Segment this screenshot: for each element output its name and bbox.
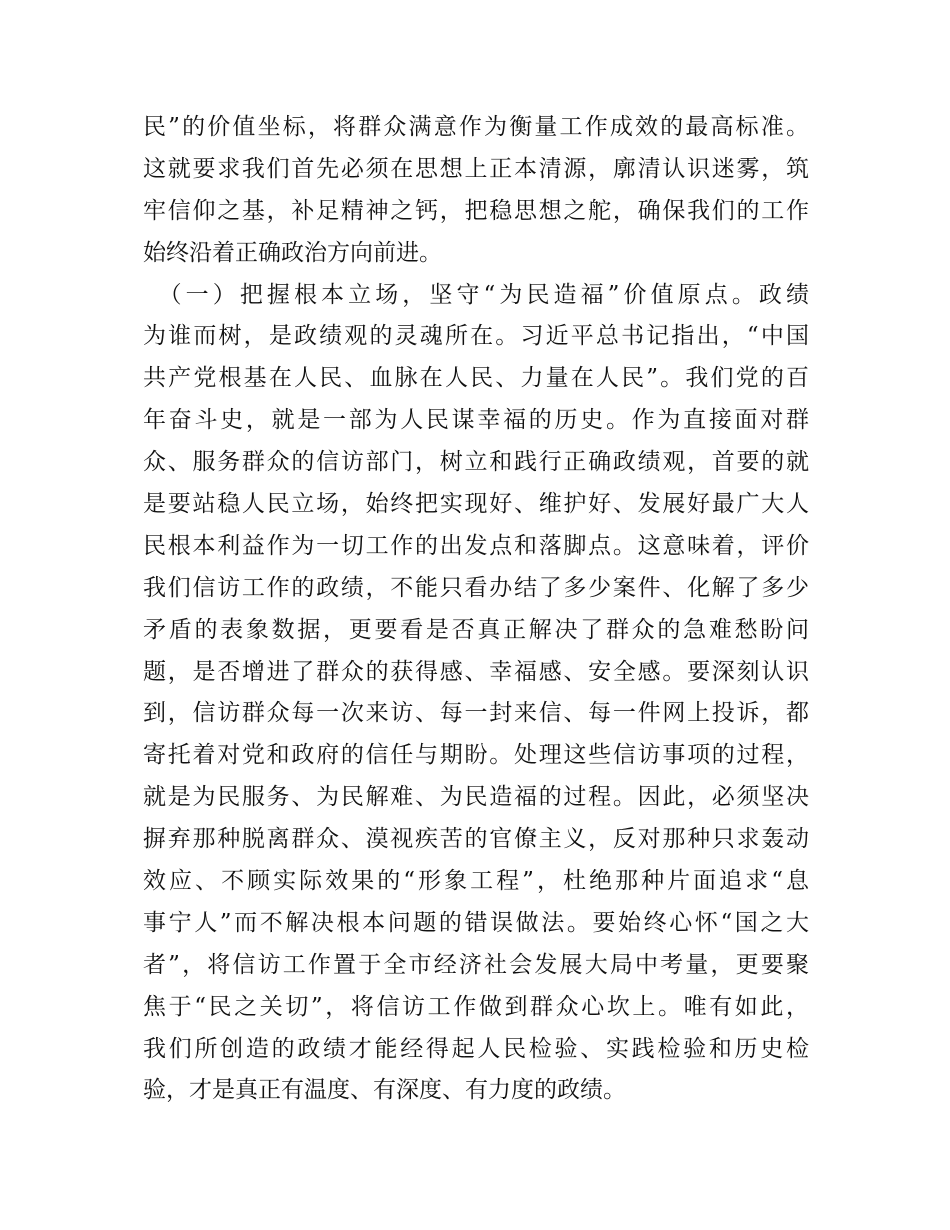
text-line: 我们信访工作的政绩，不能只看办结了多少案件、化解了多少 [143,574,809,601]
text-line: 矛盾的表象数据，更要看是否真正解决了群众的急难愁盼问 [143,616,809,643]
text-line: 摒弃那种脱离群众、漠视疾苦的官僚主义，反对那种只求轰动 [143,826,809,853]
text-line: 题，是否增进了群众的获得感、幸福感、安全感。要深刻认识 [143,658,809,685]
text-line: 民”的价值坐标，将群众满意作为衡量工作成效的最高标准。 [143,114,809,140]
document-page [143,107,809,1112]
text-line: 众、服务群众的信访部门，树立和践行正确政绩观，首要的就 [143,449,809,476]
text-line: 效应、不顾实际效果的“形象工程”，杜绝那种片面追求“息 [143,868,809,895]
text-line: 年奋斗史，就是一部为人民谋幸福的历史。作为直接面对群 [143,407,809,434]
text-line: 为谁而树，是政绩观的灵魂所在。习近平总书记指出，“中国 [143,323,809,350]
text-line: 共产党根基在人民、血脉在人民、力量在人民”。我们党的百 [143,365,809,392]
text-line: 就是为民服务、为民解难、为民造福的过程。因此，必须坚决 [143,784,809,811]
text-line: 始终沿着正确政治方向前进。 [143,239,442,266]
text-line: 寄托着对党和政府的信任与期盼。处理这些信访事项的过程， [143,742,809,769]
text-line: 牢信仰之基，补足精神之钙，把稳思想之舵，确保我们的工作 [143,197,809,224]
text-line: 我们所创造的政绩才能经得起人民检验、实践检验和历史检 [143,1035,809,1062]
text-line: 民根本利益作为一切工作的出发点和落脚点。这意味着，评价 [143,532,809,559]
text-line: 这就要求我们首先必须在思想上正本清源，廓清认识迷雾，筑 [143,155,809,182]
paragraph-1 [143,107,809,275]
section-heading-line: （一）把握根本立场，坚守“为民造福”价值原点。政绩 [143,281,809,308]
text-line: 是要站稳人民立场，始终把实现好、维护好、发展好最广大人 [143,491,809,518]
text-line: 到，信访群众每一次来访、每一封来信、每一件网上投诉，都 [143,700,809,727]
text-line: 验，才是真正有温度、有深度、有力度的政绩。 [143,1077,626,1104]
text-line: 事宁人”而不解决根本问题的错误做法。要始终心怀“国之大 [143,909,809,936]
text-line: 者”，将信访工作置于全市经济社会发展大局中考量，更要聚 [143,951,809,978]
paragraph-2 [143,275,809,1113]
text-line: 焦于“民之关切”，将信访工作做到群众心坎上。唯有如此， [143,993,809,1020]
